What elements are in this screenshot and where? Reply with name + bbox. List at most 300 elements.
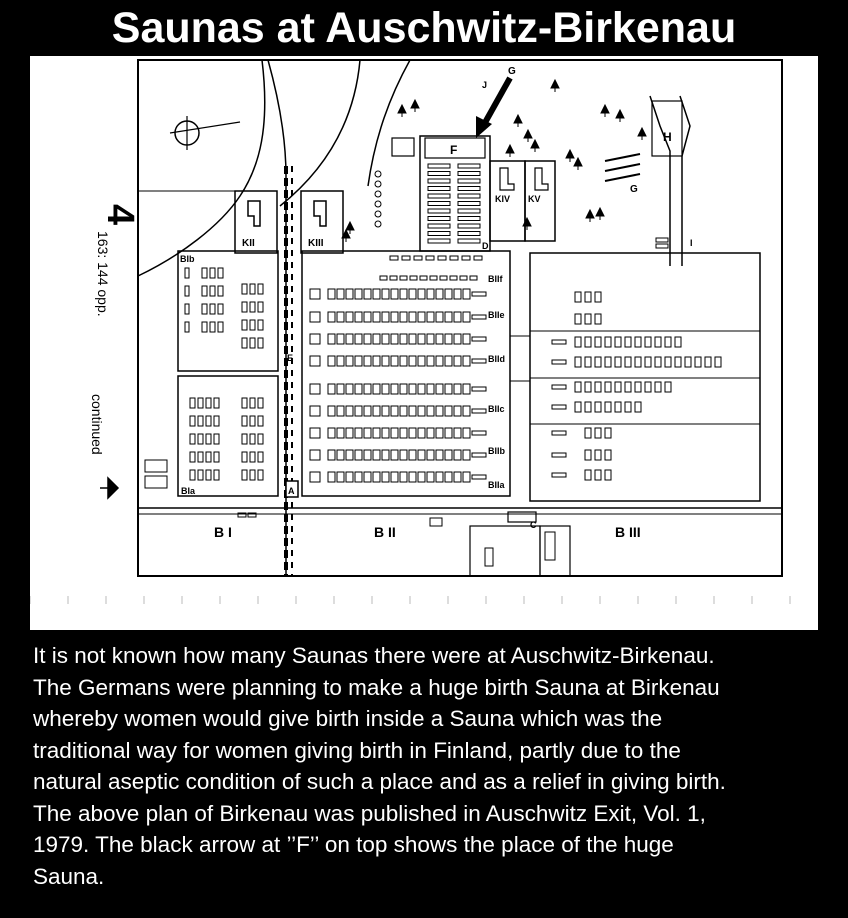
- barrack: [414, 256, 422, 260]
- barrack: [472, 387, 486, 391]
- caption-line: The above plan of Birkenau was published in Auschwitz Exit, Vol. 1,: [33, 800, 706, 826]
- barrack: [310, 289, 320, 299]
- barrack: [418, 472, 425, 482]
- crematorium-k5-label: KV: [528, 194, 541, 204]
- barrack: [454, 384, 461, 394]
- barrack: [242, 398, 247, 408]
- tree-icon: [638, 128, 646, 140]
- section-b3-label: B III: [615, 524, 641, 540]
- barrack: [242, 470, 247, 480]
- barrack: [605, 382, 611, 392]
- barrack: [391, 450, 398, 460]
- barrack: [310, 472, 320, 482]
- tree-icon: [514, 115, 522, 127]
- barrack: [470, 276, 477, 280]
- barrack: [472, 337, 486, 341]
- barrack: [214, 452, 219, 462]
- barrack: [445, 312, 452, 322]
- barrack: [418, 289, 425, 299]
- barrack: [595, 314, 601, 324]
- barrack: [409, 406, 416, 416]
- barrack: [214, 434, 219, 444]
- barrack: [328, 472, 335, 482]
- caption-line: whereby women would give birth inside a Sauna which was the: [33, 706, 663, 731]
- barrack: [242, 320, 247, 330]
- barrack: [202, 286, 207, 296]
- barrack: [382, 334, 389, 344]
- barrack: [665, 382, 671, 392]
- barrack: [206, 434, 211, 444]
- barrack: [427, 406, 434, 416]
- barrack: [210, 304, 215, 314]
- storage-barracks-g: [605, 154, 640, 181]
- barrack: [585, 382, 591, 392]
- barrack: [585, 314, 591, 324]
- barrack: [214, 416, 219, 426]
- barrack: [645, 357, 651, 367]
- barrack: [206, 452, 211, 462]
- barrack: [206, 398, 211, 408]
- barrack: [665, 337, 671, 347]
- barrack: [454, 428, 461, 438]
- barrack: [346, 289, 353, 299]
- road-curve: [280, 60, 360, 206]
- barrack: [585, 450, 591, 460]
- birkenau-plan-map: [30, 56, 818, 630]
- barrack: [436, 312, 443, 322]
- barrack: [474, 256, 482, 260]
- tree-icon: [411, 100, 419, 112]
- barrack: [552, 431, 566, 435]
- barrack: [346, 334, 353, 344]
- barrack: [463, 289, 470, 299]
- barrack: [463, 384, 470, 394]
- barrack: [575, 357, 581, 367]
- caption-line: Sauna.: [33, 863, 105, 889]
- barrack: [258, 452, 263, 462]
- barrack: [454, 312, 461, 322]
- barrack: [585, 292, 591, 302]
- barrack: [436, 428, 443, 438]
- barrack: [454, 356, 461, 366]
- barrack: [575, 337, 581, 347]
- barrack: [585, 470, 591, 480]
- barrack: [382, 472, 389, 482]
- barrack: [427, 384, 434, 394]
- tree-icon: [601, 105, 609, 117]
- barrack: [202, 322, 207, 332]
- barrack: [337, 312, 344, 322]
- tree-icon: [524, 130, 532, 142]
- section-b1b-label: BIb: [180, 254, 195, 264]
- barrack: [218, 286, 223, 296]
- barrack: [373, 450, 380, 460]
- barrack: [202, 268, 207, 278]
- barrack: [258, 434, 263, 444]
- barrack: [391, 384, 398, 394]
- tree-icon: [531, 140, 539, 152]
- sauna-marker-f: F: [450, 143, 458, 157]
- barrack: [418, 428, 425, 438]
- barrack: [373, 334, 380, 344]
- barrack: [436, 406, 443, 416]
- barrack: [605, 357, 611, 367]
- barrack: [454, 406, 461, 416]
- barrack: [418, 334, 425, 344]
- barrack: [655, 337, 661, 347]
- barrack: [250, 338, 255, 348]
- tree-icon: [596, 208, 604, 220]
- caption-line: It is not known how many Saunas there were at Auschwitz-Birkenau.: [33, 643, 715, 668]
- barrack: [427, 334, 434, 344]
- barrack: [445, 450, 452, 460]
- barrack: [190, 470, 195, 480]
- barrack: [595, 357, 601, 367]
- page-note-continued: continued: [89, 394, 105, 455]
- barrack: [409, 384, 416, 394]
- barrack: [328, 312, 335, 322]
- barrack: [328, 450, 335, 460]
- barrack: [625, 357, 631, 367]
- barrack: [400, 406, 407, 416]
- crematorium-k4-label: KIV: [495, 194, 511, 204]
- barrack: [250, 320, 255, 330]
- marker-c: C: [530, 520, 537, 530]
- barrack: [337, 384, 344, 394]
- barrack: [218, 268, 223, 278]
- barrack: [373, 428, 380, 438]
- barrack: [373, 356, 380, 366]
- barrack: [409, 472, 416, 482]
- tree-icon: [506, 145, 514, 157]
- barrack: [472, 453, 486, 457]
- barrack: [185, 268, 189, 278]
- barrack: [585, 402, 591, 412]
- barrack: [675, 337, 681, 347]
- barrack: [450, 256, 458, 260]
- barrack: [409, 334, 416, 344]
- barrack: [463, 450, 470, 460]
- barrack: [214, 470, 219, 480]
- barrack: [364, 289, 371, 299]
- barrack: [552, 340, 566, 344]
- barrack: [605, 337, 611, 347]
- barrack: [595, 292, 601, 302]
- barrack: [185, 322, 189, 332]
- barrack: [382, 356, 389, 366]
- barrack: [328, 428, 335, 438]
- barrack: [310, 406, 320, 416]
- barrack: [364, 312, 371, 322]
- barrack: [310, 312, 320, 322]
- barrack: [250, 398, 255, 408]
- barrack: [258, 470, 263, 480]
- marker-g-right: G: [630, 184, 638, 195]
- barrack: [242, 302, 247, 312]
- tree-icon: [523, 218, 531, 230]
- barrack: [337, 450, 344, 460]
- barrack: [258, 284, 263, 294]
- barrack: [310, 384, 320, 394]
- barrack: [250, 470, 255, 480]
- barrack: [635, 357, 641, 367]
- barrack: [615, 357, 621, 367]
- barrack: [426, 256, 434, 260]
- barrack: [382, 450, 389, 460]
- road-curve: [268, 60, 286, 576]
- section-b2-label: B II: [374, 524, 396, 540]
- barrack: [355, 289, 362, 299]
- barrack: [355, 406, 362, 416]
- barrack: [625, 402, 631, 412]
- barrack: [575, 382, 581, 392]
- barrack: [595, 382, 601, 392]
- barrack: [418, 384, 425, 394]
- barrack: [420, 276, 427, 280]
- section-b2b-label: BIIb: [488, 446, 505, 456]
- marker-a: A: [288, 486, 295, 496]
- barrack: [427, 289, 434, 299]
- tree-icon: [616, 110, 624, 122]
- barrack: [675, 357, 681, 367]
- barrack: [575, 292, 581, 302]
- barrack: [400, 356, 407, 366]
- barrack: [445, 356, 452, 366]
- section-b2f-label: BIIf: [488, 274, 503, 284]
- barrack: [328, 406, 335, 416]
- barrack: [472, 431, 486, 435]
- barrack: [346, 428, 353, 438]
- barrack: [355, 428, 362, 438]
- marker-g-top: G: [508, 66, 516, 77]
- caption-line: natural aseptic condition of such a place and as a relief in giving birth.: [33, 769, 726, 794]
- barrack: [346, 384, 353, 394]
- crematorium-k2-label: KII: [242, 238, 255, 249]
- barrack: [552, 473, 566, 477]
- barrack: [695, 357, 701, 367]
- barrack: [185, 286, 189, 296]
- barrack: [436, 289, 443, 299]
- barrack: [645, 337, 651, 347]
- barrack: [436, 356, 443, 366]
- page-title: Saunas at Auschwitz-Birkenau: [111, 4, 737, 52]
- barrack: [427, 472, 434, 482]
- barrack: [463, 312, 470, 322]
- barrack: [595, 337, 601, 347]
- barrack: [625, 382, 631, 392]
- barrack: [242, 452, 247, 462]
- barrack: [364, 356, 371, 366]
- barrack: [445, 334, 452, 344]
- barrack: [382, 428, 389, 438]
- marker-d: D: [482, 241, 489, 251]
- caption-line: traditional way for women giving birth in Finland, partly due to the: [33, 737, 681, 763]
- barrack: [337, 356, 344, 366]
- barrack: [364, 472, 371, 482]
- barrack: [328, 334, 335, 344]
- barrack: [250, 452, 255, 462]
- barrack: [198, 416, 203, 426]
- building-h: [652, 101, 682, 156]
- barrack: [575, 314, 581, 324]
- barrack: [436, 472, 443, 482]
- map-border: [138, 60, 782, 576]
- road-curve: [368, 60, 410, 186]
- barrack: [355, 472, 362, 482]
- barrack: [655, 382, 661, 392]
- marker-j: J: [482, 80, 488, 90]
- barrack: [635, 337, 641, 347]
- barrack: [258, 302, 263, 312]
- compass-icon: [170, 116, 240, 150]
- barrack: [400, 450, 407, 460]
- barrack: [472, 359, 486, 363]
- barrack: [436, 450, 443, 460]
- barrack: [328, 356, 335, 366]
- barrack: [409, 356, 416, 366]
- barrack: [337, 406, 344, 416]
- barrack: [346, 406, 353, 416]
- barrack: [364, 450, 371, 460]
- barrack: [198, 398, 203, 408]
- barrack: [242, 416, 247, 426]
- barrack: [463, 356, 470, 366]
- barrack: [552, 360, 566, 364]
- barrack: [310, 334, 320, 344]
- barrack: [409, 312, 416, 322]
- barrack: [460, 276, 467, 280]
- barrack: [391, 406, 398, 416]
- barrack: [391, 472, 398, 482]
- barrack: [198, 470, 203, 480]
- barrack: [595, 402, 601, 412]
- barrack: [409, 450, 416, 460]
- barrack: [463, 428, 470, 438]
- barrack: [346, 356, 353, 366]
- barrack: [552, 385, 566, 389]
- barrack: [400, 289, 407, 299]
- barrack: [382, 406, 389, 416]
- barrack: [328, 289, 335, 299]
- barrack: [364, 334, 371, 344]
- barrack: [454, 334, 461, 344]
- barrack: [382, 289, 389, 299]
- barrack: [218, 304, 223, 314]
- barrack: [391, 334, 398, 344]
- section-b1a-label: BIa: [181, 486, 196, 496]
- barrack: [373, 312, 380, 322]
- barrack: [552, 405, 566, 409]
- barrack: [445, 406, 452, 416]
- section-b2d-label: BIId: [488, 354, 505, 364]
- tree-icon: [566, 150, 574, 162]
- tree-icon: [586, 210, 594, 222]
- continued-arrow-icon: [100, 478, 118, 498]
- barrack: [310, 356, 320, 366]
- barrack: [258, 338, 263, 348]
- barrack: [463, 406, 470, 416]
- barrack: [445, 472, 452, 482]
- barrack: [655, 357, 661, 367]
- barrack: [645, 382, 651, 392]
- barrack: [454, 450, 461, 460]
- barrack: [391, 289, 398, 299]
- barrack: [445, 428, 452, 438]
- barrack: [454, 472, 461, 482]
- barrack: [210, 286, 215, 296]
- barrack: [373, 384, 380, 394]
- barrack: [364, 428, 371, 438]
- barrack: [463, 472, 470, 482]
- barrack: [615, 337, 621, 347]
- marker-i: I: [690, 238, 693, 248]
- barrack: [400, 384, 407, 394]
- marker-h: H: [663, 130, 672, 144]
- barrack: [185, 304, 189, 314]
- barrack: [190, 416, 195, 426]
- barrack: [400, 472, 407, 482]
- tree-icon: [398, 105, 406, 117]
- barrack: [685, 357, 691, 367]
- marker-e: E: [287, 353, 294, 363]
- barrack: [472, 315, 486, 319]
- barrack: [454, 289, 461, 299]
- barrack: [585, 428, 591, 438]
- barrack: [400, 334, 407, 344]
- section-b3: [530, 253, 760, 501]
- barrack: [427, 312, 434, 322]
- barrack: [198, 434, 203, 444]
- scale-ticks: [30, 596, 790, 604]
- barrack: [438, 256, 446, 260]
- barrack: [391, 312, 398, 322]
- barrack: [462, 256, 470, 260]
- barrack: [355, 450, 362, 460]
- barrack: [635, 402, 641, 412]
- barrack: [364, 384, 371, 394]
- barrack: [242, 338, 247, 348]
- barrack: [337, 334, 344, 344]
- barrack: [472, 292, 486, 296]
- barrack: [430, 276, 437, 280]
- barrack: [250, 416, 255, 426]
- barrack: [605, 402, 611, 412]
- barrack: [355, 334, 362, 344]
- barrack: [427, 356, 434, 366]
- barrack: [418, 356, 425, 366]
- section-b2c-label: BIIc: [488, 404, 505, 414]
- barrack: [210, 322, 215, 332]
- barrack: [210, 268, 215, 278]
- barrack: [373, 289, 380, 299]
- barrack: [605, 450, 611, 460]
- barrack: [472, 409, 486, 413]
- barrack: [382, 312, 389, 322]
- barrack: [595, 470, 601, 480]
- barrack: [206, 416, 211, 426]
- barrack: [206, 470, 211, 480]
- barrack: [242, 284, 247, 294]
- barrack: [190, 452, 195, 462]
- barrack: [214, 398, 219, 408]
- caption: [33, 640, 833, 892]
- barrack: [242, 434, 247, 444]
- barrack: [585, 357, 591, 367]
- barrack: [595, 428, 601, 438]
- barrack: [605, 470, 611, 480]
- barrack: [445, 384, 452, 394]
- section-b2: [302, 251, 510, 496]
